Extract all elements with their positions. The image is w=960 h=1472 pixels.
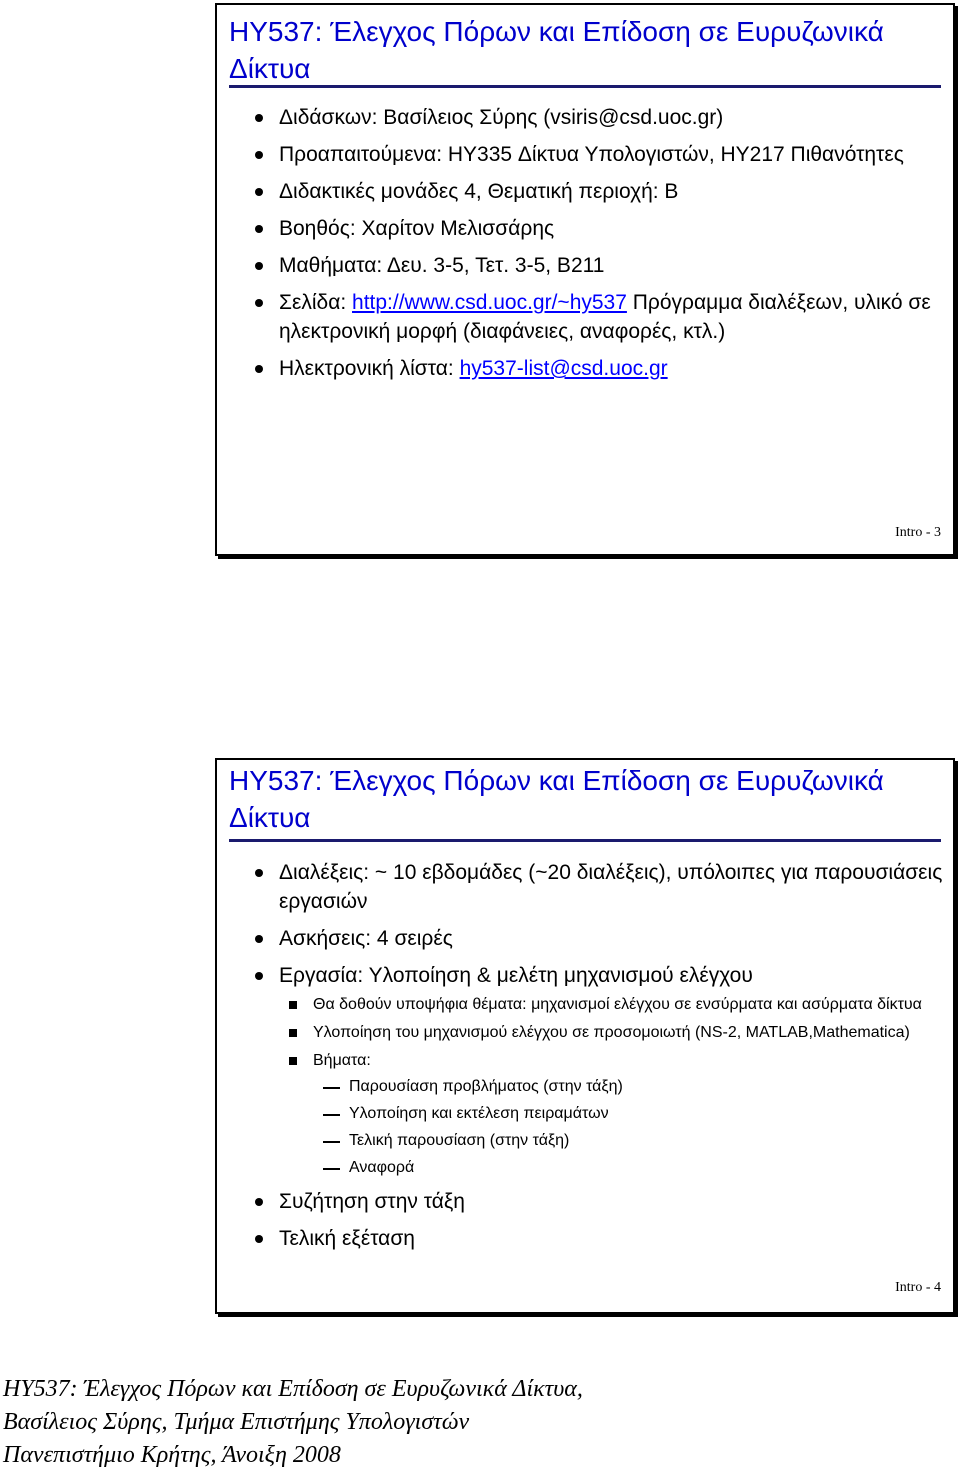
dash-bullet-icon bbox=[323, 1087, 340, 1089]
list-item bbox=[217, 140, 945, 169]
page-number: Intro - 4 bbox=[895, 1280, 941, 1295]
sub-item bbox=[279, 1050, 945, 1179]
footer-line: Πανεπιστήμιο Κρήτης, Άνοιξη 2008 bbox=[3, 1442, 341, 1468]
step-list bbox=[313, 1076, 945, 1179]
bullet-text: Πρόγραμμα διαλέξεων, υλικό σε ηλεκτρονική μορφή (διαφάνειες, αναφορές, κτλ.) bbox=[279, 291, 931, 343]
step-text: Αναφορά bbox=[349, 1159, 415, 1176]
bullet-text: Βοηθός: Χαρίτον Μελισσάρης bbox=[279, 217, 555, 240]
bullet-text: Διδάσκων: Βασίλειος Σύρης (vsiris@csd.uoc.gr) bbox=[279, 106, 724, 129]
list-item bbox=[217, 858, 945, 916]
bullet-text: Διαλέξεις: ~ 10 εβδομάδες (~20 διαλέξεις), υπόλοιπες για παρουσιάσεις εργασιών bbox=[279, 861, 943, 913]
list-item bbox=[217, 924, 945, 953]
bullet-list bbox=[217, 103, 945, 391]
slide-intro-4 bbox=[215, 758, 955, 1314]
list-item bbox=[217, 251, 945, 280]
bullet-icon bbox=[255, 225, 263, 233]
bullet-icon bbox=[255, 365, 263, 373]
step-item bbox=[323, 1157, 945, 1179]
list-item bbox=[217, 1224, 945, 1253]
slide-title: HY537: Έλεγχος Πόρων και Επίδοση σε Ευρυζωνικά Δίκτυα bbox=[229, 765, 884, 833]
step-item bbox=[323, 1130, 945, 1152]
bullet-icon bbox=[255, 114, 263, 122]
step-text: Υλοποίηση και εκτέλεση πειραμάτων bbox=[349, 1105, 609, 1122]
sub-item bbox=[279, 994, 945, 1016]
square-bullet-icon bbox=[289, 1001, 297, 1009]
bullet-icon bbox=[255, 935, 263, 943]
footer-line: Βασίλειος Σύρης, Τμήμα Επιστήμης Υπολογιστών bbox=[3, 1409, 470, 1435]
dash-bullet-icon bbox=[323, 1141, 340, 1143]
page-number: Intro - 3 bbox=[895, 525, 941, 540]
bullet-icon bbox=[255, 1235, 263, 1243]
list-item bbox=[217, 103, 945, 132]
list-item bbox=[217, 354, 945, 383]
sub-text: Θα δοθούν υποψήφια θέματα: μηχανισμοί ελέγχου σε ενσύρματα και ασύρματα δίκτυα bbox=[313, 996, 922, 1013]
bullet-text: Διδακτικές μονάδες 4, Θεματική περιοχή: Β bbox=[279, 180, 679, 203]
list-item bbox=[217, 288, 945, 346]
dash-bullet-icon bbox=[323, 1168, 340, 1170]
bullet-icon bbox=[255, 972, 263, 980]
step-text: Παρουσίαση προβλήματος (στην τάξη) bbox=[349, 1078, 623, 1095]
title-rule bbox=[229, 839, 941, 842]
slide-intro-3 bbox=[215, 3, 955, 556]
square-bullet-icon bbox=[289, 1057, 297, 1065]
step-text: Τελική παρουσίαση (στην τάξη) bbox=[349, 1132, 570, 1149]
dash-bullet-icon bbox=[323, 1114, 340, 1116]
bullet-icon bbox=[255, 188, 263, 196]
bullet-text: Ασκήσεις: 4 σειρές bbox=[279, 927, 453, 950]
sub-item bbox=[279, 1022, 945, 1044]
bullet-icon bbox=[255, 262, 263, 270]
bullet-text: Εργασία: Υλοποίηση & μελέτη μηχανισμού ελέγχου bbox=[279, 964, 753, 987]
bullet-icon bbox=[255, 151, 263, 159]
bullet-text: Συζήτηση στην τάξη bbox=[279, 1190, 465, 1213]
bullet-list bbox=[217, 858, 945, 1261]
list-item bbox=[217, 961, 945, 1179]
footer-line: HY537: Έλεγχος Πόρων και Επίδοση σε Ευρυζωνικά Δίκτυα, bbox=[3, 1376, 583, 1402]
mailing-list-link[interactable]: hy537-list@csd.uoc.gr bbox=[459, 357, 668, 380]
step-item bbox=[323, 1103, 945, 1125]
bullet-icon bbox=[255, 869, 263, 877]
bullet-text: Σελίδα: bbox=[279, 291, 353, 314]
square-bullet-icon bbox=[289, 1029, 297, 1037]
bullet-text: Μαθήματα: Δευ. 3-5, Τετ. 3-5, Β211 bbox=[279, 254, 605, 277]
sub-text: Βήματα: bbox=[313, 1052, 371, 1069]
bullet-text: Τελική εξέταση bbox=[279, 1227, 415, 1250]
bullet-text: Προαπαιτούμενα: HY335 Δίκτυα Υπολογιστών, ΗΥ217 Πιθανότητες bbox=[279, 143, 904, 166]
bullet-text: Ηλεκτρονική λίστα: bbox=[279, 357, 460, 380]
bullet-icon bbox=[255, 1198, 263, 1206]
title-rule bbox=[229, 85, 941, 88]
list-item bbox=[217, 1187, 945, 1216]
document-footer bbox=[3, 1373, 583, 1472]
course-page-link[interactable]: http://www.csd.uoc.gr/~hy537 bbox=[352, 291, 627, 314]
list-item bbox=[217, 214, 945, 243]
step-item bbox=[323, 1076, 945, 1098]
sub-text: Υλοποίηση του μηχανισμού ελέγχου σε προσομοιωτή (NS-2, MATLAB,Mathematica) bbox=[313, 1024, 910, 1041]
slide-title: HY537: Έλεγχος Πόρων και Επίδοση σε Ευρυζωνικά Δίκτυα bbox=[229, 16, 884, 84]
sub-list bbox=[279, 994, 945, 1179]
list-item bbox=[217, 177, 945, 206]
bullet-icon bbox=[255, 299, 263, 307]
